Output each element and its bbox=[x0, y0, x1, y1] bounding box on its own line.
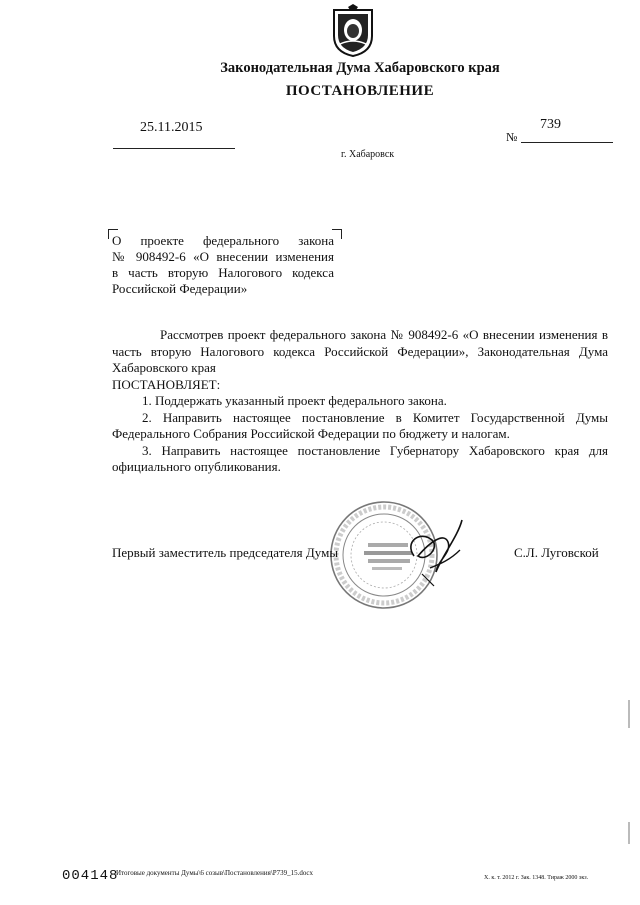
resolution-item: 2. Направить настоящее постановление в Комитет Государственной Думы Федерального Собрания Российской Федерации по бюджету и налогам. bbox=[112, 409, 608, 441]
subject-line: № 908492-6 «О внесении изменения bbox=[112, 249, 334, 264]
serial-number: 004148 bbox=[62, 868, 119, 884]
coat-of-arms-emblem bbox=[330, 4, 376, 58]
scan-artifact bbox=[628, 700, 630, 728]
intro-paragraph: Рассмотрев проект федерального закона № 908492-6 «О внесении изменения в часть вторую Налогового кодекса Российской Федерации», Законодательная Дума Хабаровского края bbox=[112, 327, 608, 375]
print-info: Х. к. т. 2012 г. Зак. 1348. Тираж 2000 экз. bbox=[484, 875, 589, 881]
subject-line: в часть вторую Налогового кодекса bbox=[112, 265, 334, 280]
document-body bbox=[112, 327, 608, 476]
subject-line: Российской Федерации» bbox=[112, 281, 248, 296]
city: г. Хабаровск bbox=[341, 149, 395, 160]
organization-name: Законодательная Дума Хабаровского края bbox=[220, 60, 500, 76]
date-underline bbox=[113, 148, 235, 149]
number-underline bbox=[521, 142, 613, 143]
subject-line: О проекте федерального закона bbox=[112, 233, 334, 248]
resolves-heading: ПОСТАНОВЛЯЕТ: bbox=[112, 376, 221, 392]
signer-name: С.Л. Луговской bbox=[514, 545, 599, 560]
resolution-item: 1. Поддержать указанный проект федерального закона. bbox=[142, 393, 447, 408]
document-subject bbox=[112, 233, 334, 297]
file-path: Итоговые документы Думы\6 созыв\Постановления\P739_15.docx bbox=[116, 869, 314, 877]
scan-artifact bbox=[628, 822, 630, 844]
resolution-item: 3. Направить настоящее постановление Губернатору Хабаровского края для официального опубликования. bbox=[112, 442, 608, 474]
document-type: ПОСТАНОВЛЕНИЕ bbox=[285, 83, 435, 99]
signer-title: Первый заместитель председателя Думы bbox=[112, 545, 339, 560]
document-number: 739 bbox=[540, 117, 561, 132]
number-sign: № bbox=[506, 130, 518, 144]
handwritten-signature bbox=[400, 512, 472, 590]
document-date: 25.11.2015 bbox=[140, 120, 203, 135]
